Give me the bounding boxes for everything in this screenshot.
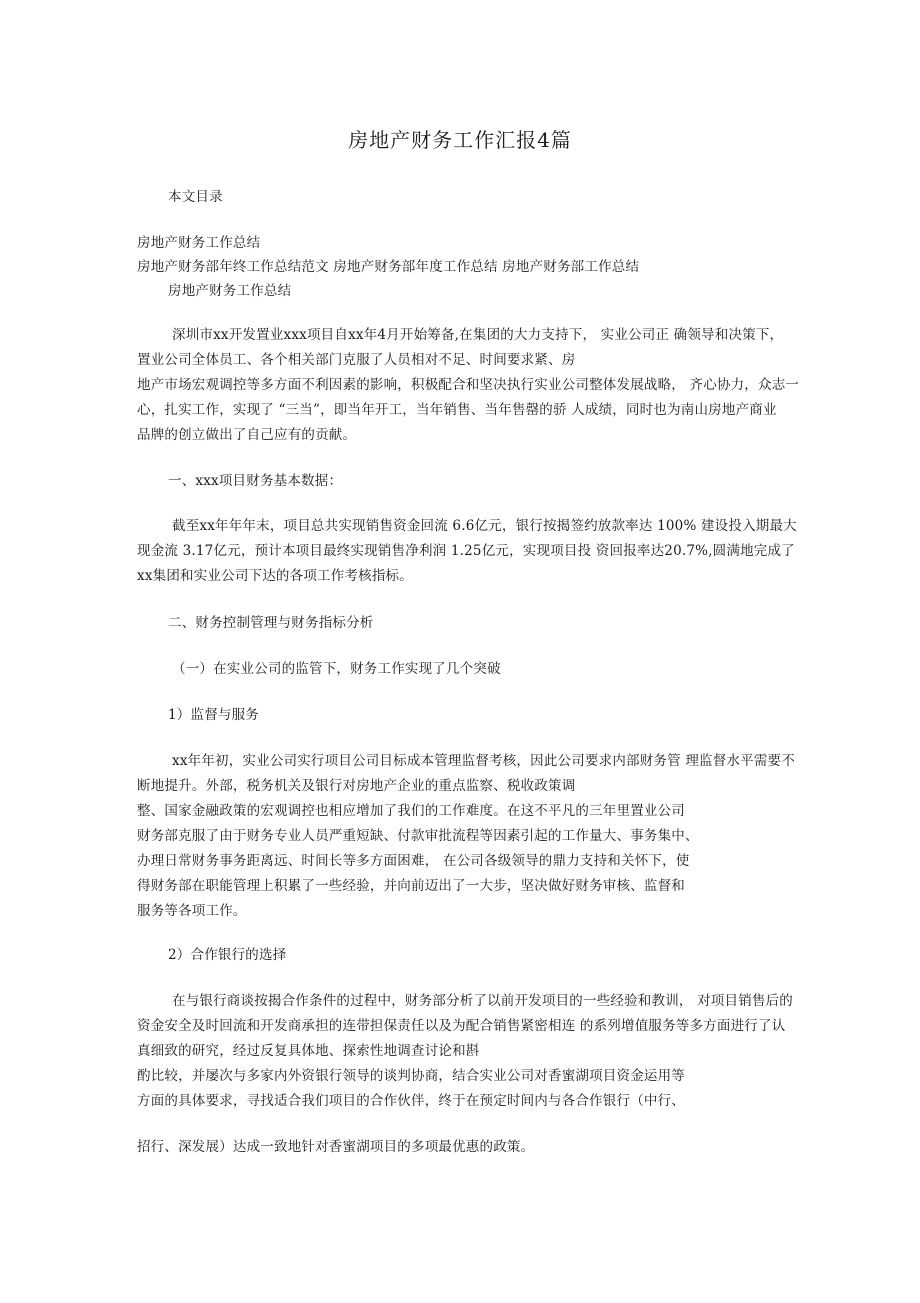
paragraph-line: xx集团和实业公司下达的各项工作考核指标。 (137, 568, 413, 584)
paragraph-line: 置业公司全体员工、各个相关部门克服了人员相对不足、时间要求紧、房 (137, 352, 576, 368)
paragraph-line: 心，扎实工作，实现了 “三当”，即当年开工，当年销售、当年售罄的骄 人成绩，同时也为南山房地产商业 (137, 402, 777, 418)
paragraph-line: 方面的具体要求，寻找适合我们项目的合作伙伴，终于在预定时间内与各合作银行（中行、 (137, 1093, 685, 1109)
toc-line: 房地产财务工作总结 (168, 283, 292, 299)
section-heading: 一、xxx项目财务基本数据： (168, 473, 343, 489)
paragraph-line: 招行、深发展）达成一致地针对香蜜湖项目的多项最优惠的政策。 (137, 1139, 535, 1155)
item-heading: 2）合作银行的选择 (168, 947, 287, 963)
item-heading: 1）监督与服务 (168, 707, 259, 723)
paragraph-line: 财务部克服了由于财务专业人员严重短缺、付款审批流程等因素引起的工作量大、事务集中、 (137, 828, 699, 844)
paragraph-line: 深圳市xx开发置业xxx项目自xx年4月开始筹备,在集团的大力支持下， 实业公司正 确领导和决策下， (172, 327, 784, 343)
paragraph-line: 服务等各项工作。 (137, 903, 247, 919)
toc-line: 房地产财务工作总结 (137, 235, 261, 251)
paragraph-line: 断地提升。外部，税务机关及银行对房地产企业的重点监察、税收政策调 (137, 778, 576, 794)
paragraph-line: 品牌的创立做出了自己应有的贡献。 (137, 427, 357, 443)
toc-heading: 本文目录 (168, 189, 223, 205)
paragraph-line: 资金安全及时回流和开发商承担的连带担保责任以及为配合销售紧密相连 的系列增值服务等多方面进行了认 (137, 1018, 786, 1034)
paragraph-line: 地产市场宏观调控等多方面不利因素的影响，积极配合和坚决执行实业公司整体发展战略， 齐心协力，众志一 (137, 377, 800, 393)
paragraph-line: 在与银行商谈按揭合作条件的过程中，财务部分析了以前开发项目的一些经验和教训， 对项目销售后的 (172, 993, 793, 1009)
document-title: 房地产财务工作汇报4篇 (348, 128, 572, 152)
paragraph-line: 酌比较，并屡次与多家内外资银行领导的谈判协商，结合实业公司对香蜜湖项目资金运用等 (137, 1068, 685, 1084)
paragraph-line: 办理日常财务事务距离远、时间长等多方面困难， 在公司各级领导的鼎力支持和关怀下，使 (137, 853, 690, 869)
paragraph-line: 整、国家金融政策的宏观调控也相应增加了我们的工作难度。在这不平凡的三年里置业公司 (137, 803, 685, 819)
paragraph-line: 真细致的研究，经过反复具体地、探索性地调查讨论和斟 (137, 1043, 480, 1059)
paragraph-line: 现金流 3.17亿元，预计本项目最终实现销售净利润 1.25亿元，实现项目投 资回报率达20.7%,圆满地完成了 (137, 543, 795, 559)
paragraph-line: xx年年初，实业公司实行项目公司目标成本管理监督考核，因此公司要求内部财务管 理监督水平需要不 (172, 753, 795, 769)
subsection-heading: （一）在实业公司的监管下，财务工作实现了几个突破 (172, 661, 501, 677)
paragraph-line: 得财务部在职能管理上积累了一些经验，并向前迈出了一大步，坚决做好财务审核、监督和 (137, 878, 685, 894)
toc-line: 房地产财务部年终工作总结范文 房地产财务部年度工作总结 房地产财务部工作总结 (137, 259, 640, 275)
paragraph-line: 截至xx年年年末，项目总共实现销售资金回流 6.6亿元，银行按揭签约放款率达 100% 建设投入期最大 (172, 518, 797, 534)
section-heading: 二、财务控制管理与财务指标分析 (168, 615, 374, 631)
